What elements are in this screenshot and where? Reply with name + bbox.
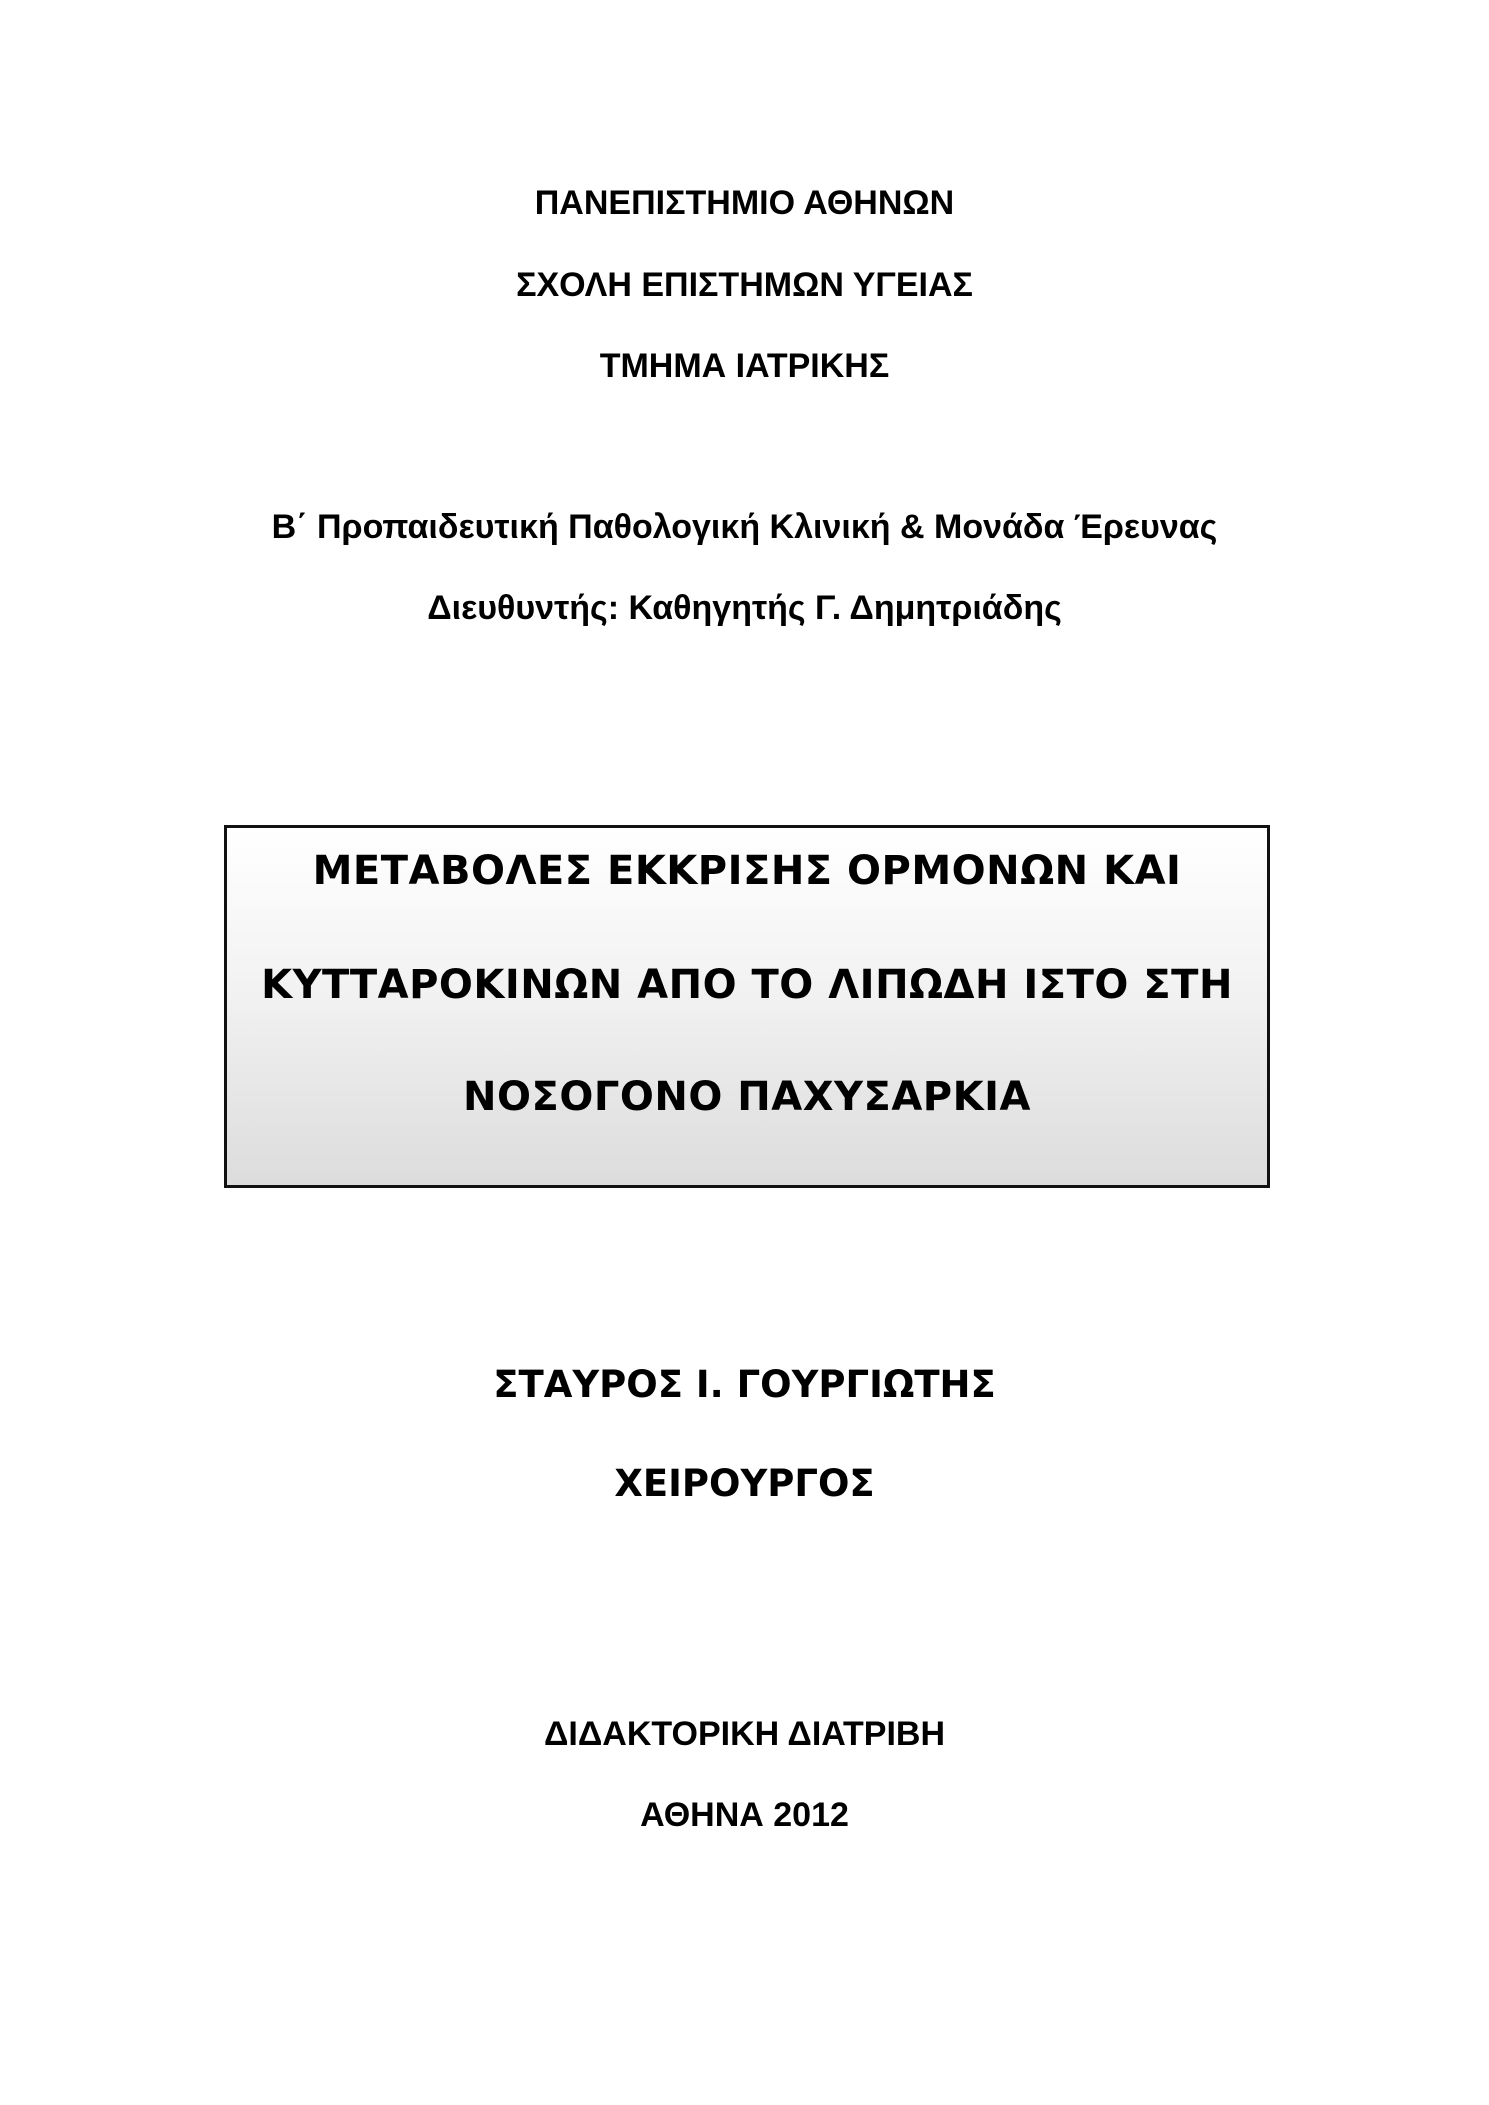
document-type: ΔΙΔΑΚΤΟΡΙΚΗ ΔΙΑΤΡΙΒΗ: [543, 1715, 946, 1753]
department-name: ΤΜΗΜΑ ΙΑΤΡΙΚΗΣ: [599, 347, 890, 385]
place-year: ΑΘΗΝΑ 2012: [640, 1796, 849, 1834]
clinic-director: Διευθυντής: Καθηγητής Γ. Δημητριάδης: [427, 589, 1062, 627]
thesis-title-line-3: ΝΟΣΟΓΟΝΟ ΠΑΧΥΣΑΡΚΙΑ: [463, 1074, 1031, 1120]
clinic-name: Β΄ Προπαιδευτική Παθολογική Κλινική & Μονάδα Έρευνας: [271, 508, 1218, 546]
thesis-title-box: [224, 825, 1270, 1188]
thesis-title-line-2: ΚΥΤΤΑΡΟΚΙΝΩΝ ΑΠΟ ΤΟ ΛΙΠΩΔΗ ΙΣΤΟ ΣΤΗ: [261, 962, 1233, 1008]
thesis-title-line-1: ΜΕΤΑΒΟΛΕΣ ΕΚΚΡΙΣΗΣ ΟΡΜΟΝΩΝ ΚΑΙ: [312, 848, 1182, 894]
author-name: ΣΤΑΥΡΟΣ Ι. ΓΟΥΡΓΙΩΤΗΣ: [493, 1363, 996, 1406]
school-name: ΣΧΟΛΗ ΕΠΙΣΤΗΜΩΝ ΥΓΕΙΑΣ: [516, 266, 973, 304]
author-profession: ΧΕΙΡΟΥΡΓΟΣ: [614, 1462, 875, 1505]
university-name: ΠΑΝΕΠΙΣΤΗΜΙΟ ΑΘΗΝΩΝ: [534, 184, 955, 222]
